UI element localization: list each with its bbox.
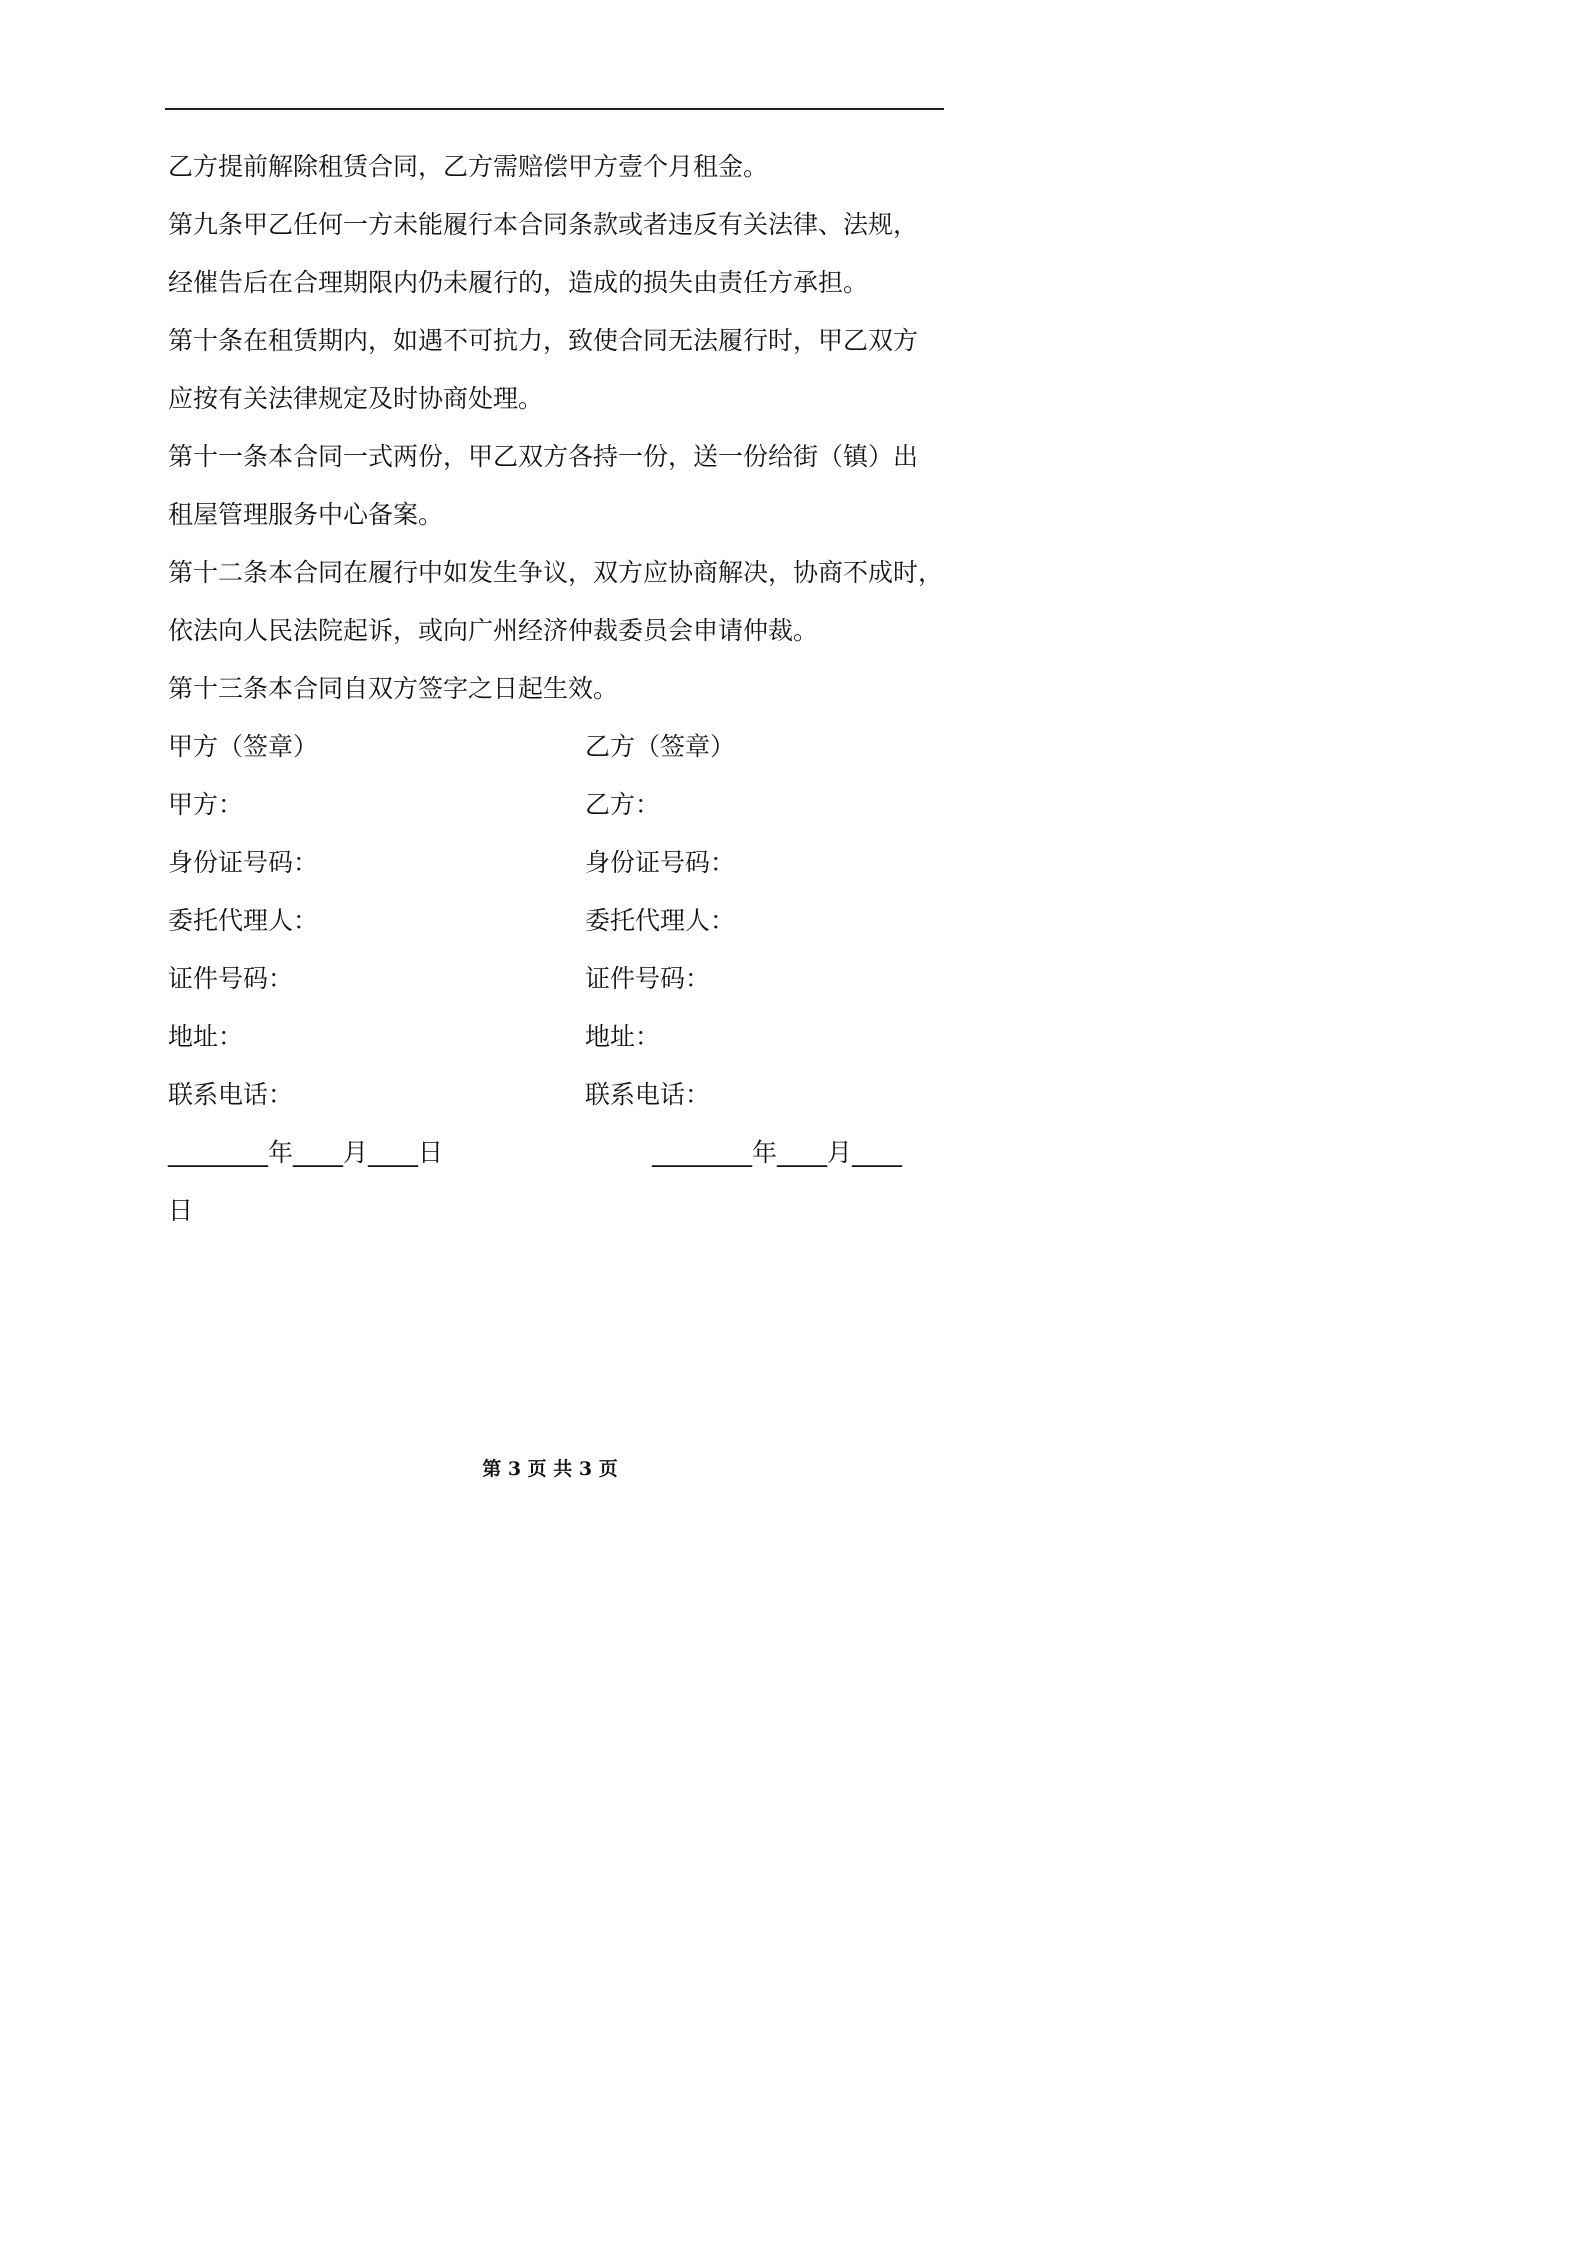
signature-heading-row <box>168 718 944 776</box>
address-row <box>168 1008 944 1066</box>
party-b-agent-label: 委托代理人： <box>585 906 736 935</box>
agent-row <box>168 892 944 950</box>
clause-line: 经催告后在合理期限内仍未履行的，造成的损失由责任方承担。 <box>168 268 869 297</box>
party-b-id-label: 身份证号码： <box>585 848 736 877</box>
date-row <box>168 1124 944 1182</box>
party-a-cert-label: 证件号码： <box>168 964 294 993</box>
party-b-date-line: ________年____月____ <box>652 1138 903 1167</box>
party-b-heading: 乙方（签章） <box>585 732 736 761</box>
clause-line: 第十条在租赁期内，如遇不可抗力，致使合同无法履行时，甲乙双方 <box>168 326 919 355</box>
party-b-cert-label: 证件号码： <box>585 964 711 993</box>
contract-clauses <box>168 138 944 718</box>
party-a-address-label: 地址： <box>168 1022 244 1051</box>
clause-line: 乙方提前解除租赁合同，乙方需赔偿甲方壹个月租金。 <box>168 152 769 181</box>
clause-line: 依法向人民法院起诉，或向广州经济仲裁委员会申请仲裁。 <box>168 616 819 645</box>
date-tail-row <box>168 1182 944 1240</box>
party-a-name-label: 甲方： <box>168 790 244 819</box>
party-b-date-day: 日 <box>168 1196 194 1225</box>
party-a-id-label: 身份证号码： <box>168 848 319 877</box>
id-number-row <box>168 834 944 892</box>
signature-section <box>168 718 944 1240</box>
phone-row <box>168 1066 944 1124</box>
party-b-name-label: 乙方： <box>585 790 661 819</box>
clause-line: 应按有关法律规定及时协商处理。 <box>168 384 544 413</box>
party-a-phone-label: 联系电话： <box>168 1080 294 1109</box>
party-b-address-label: 地址： <box>585 1022 661 1051</box>
party-a-heading: 甲方（签章） <box>168 732 319 761</box>
certificate-row <box>168 950 944 1008</box>
party-a-date-line: ________年____月____日 <box>168 1138 444 1167</box>
party-name-row <box>168 776 944 834</box>
party-a-agent-label: 委托代理人： <box>168 906 319 935</box>
clause-line: 第十三条本合同自双方签字之日起生效。 <box>168 674 619 703</box>
header-divider <box>165 108 944 110</box>
party-b-phone-label: 联系电话： <box>585 1080 711 1109</box>
clause-line: 第十一条本合同一式两份，甲乙双方各持一份，送一份给街（镇）出 <box>168 442 919 471</box>
clause-line: 第十二条本合同在履行中如发生争议，双方应协商解决，协商不成时， <box>168 558 944 587</box>
clause-line: 第九条甲乙任何一方未能履行本合同条款或者违反有关法律、法规， <box>168 210 919 239</box>
page-number: 第 3 页 共 3 页 <box>482 1458 618 1480</box>
clause-line: 租屋管理服务中心备案。 <box>168 500 444 529</box>
